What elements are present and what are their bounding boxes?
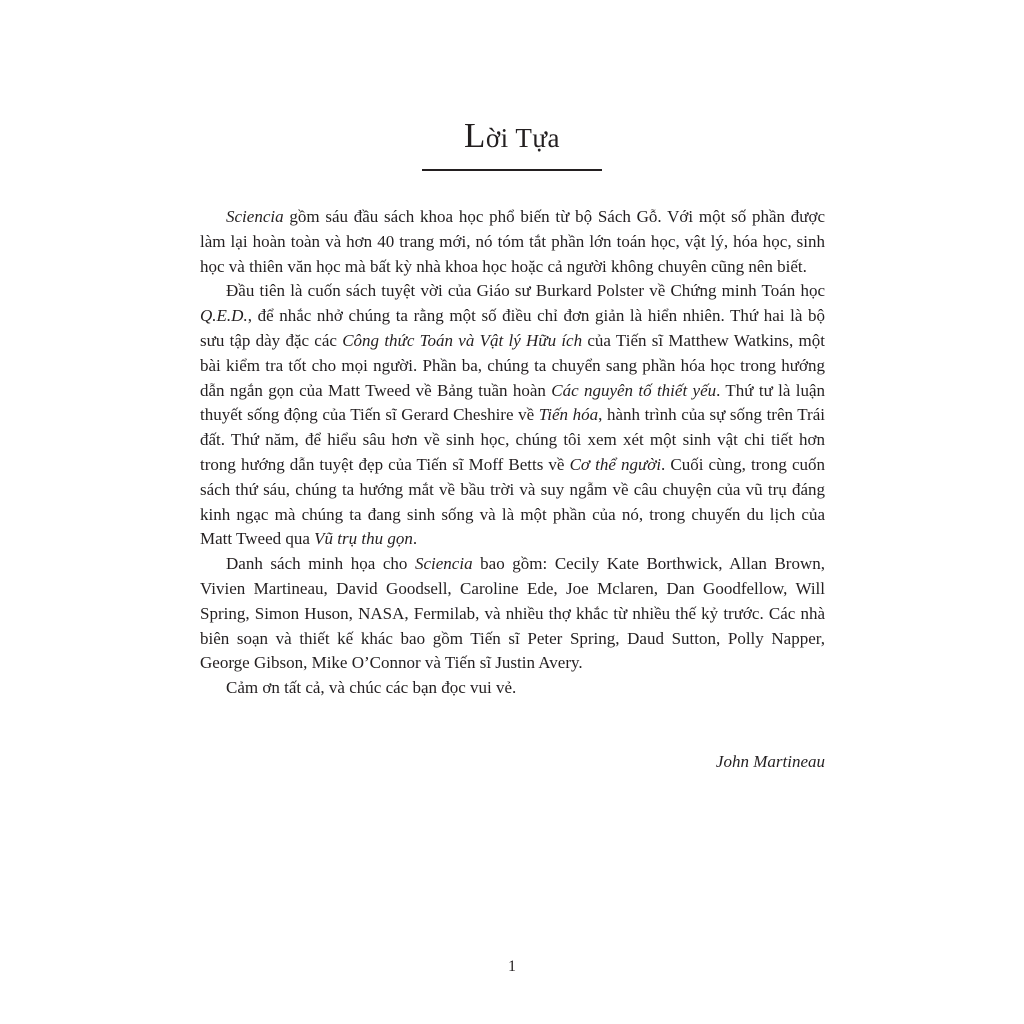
body-text — [200, 205, 825, 701]
page-title — [0, 116, 1024, 158]
italic-title-text: Q.E.D. — [200, 306, 248, 326]
paragraph — [200, 279, 825, 552]
italic-title-text: Tiến hóa — [538, 405, 599, 425]
paragraph — [200, 552, 825, 676]
title-first-letter: L — [463, 116, 486, 155]
paragraph-text: Đầu tiên là cuốn sách tuyệt vời của Giáo sư Burkard Polster về Chứng minh Toán học — [226, 281, 825, 301]
italic-title-text: Vũ trụ thu gọn — [314, 529, 413, 549]
author-signature: John Martineau — [715, 752, 825, 771]
paragraph-text: . — [412, 529, 418, 549]
italic-title-text: Sciencia — [226, 207, 284, 226]
italic-title-text: Công thức Toán và Vật lý Hữu ích — [342, 330, 583, 350]
paragraph-text: , hành trình của sự sống trên Trái đất. Thứ năm, để hiểu sâu hơn về sinh học, chúng tôi xem xét một sinh vật chi tiết hơn trong hướng dẫn tuyệt đẹp của Tiến sĩ Moff Betts về — [200, 405, 825, 474]
italic-title-text: Cơ thể người — [569, 454, 662, 474]
paragraph-text: , để nhắc nhở chúng ta rằng một số điều chỉ đơn giản là hiển nhiên. Thứ hai là bộ sưu tập dày đặc các — [200, 306, 825, 350]
paragraph — [200, 205, 825, 279]
paragraph-text: bao gồm: Cecily Kate Borthwick, Allan Brown, Vivien Martineau, David Goodsell, Caroline Ede, Joe Mclaren, Dan Goodfellow, Will Spring, Simon Huson, NASA, Fermilab, và nhiều thợ khắc từ nhiều thế kỷ trước. Các nhà biên soạn và thiết kế khác bao gồm Tiến sĩ Peter Spring, Daud Sutton, Polly Napper, George Gibson, Mike O’Connor và Tiến sĩ Justin Avery. — [200, 554, 825, 673]
italic-title-text: Các nguyên tố thiết yếu — [551, 380, 717, 400]
paragraph-text: của Tiến sĩ Matthew Watkins, một bài kiểm tra tốt cho mọi người. Phần ba, chúng ta chuyển sang phần hóa học trong hướng dẫn ngắn gọn của Matt Tweed về Bảng tuần hoàn — [200, 330, 826, 400]
paragraph-text: Cảm ơn tất cả, và chúc các bạn đọc vui vẻ. — [226, 678, 517, 698]
paragraph-text: . Cuối cùng, trong cuốn sách thứ sáu, chúng ta hướng mắt về bầu trời và suy ngẫm về câu chuyện của vũ trụ đáng kinh ngạc mà chúng ta đang sinh sống và là một phần của nó, trong chuyến du lịch của Matt Tweed qua — [200, 454, 825, 549]
paragraph-text: . Thứ tư là luận thuyết sống động của Tiến sĩ Gerard Cheshire về — [200, 380, 826, 425]
title-end: ựa — [532, 123, 561, 153]
paragraph — [200, 676, 825, 701]
italic-title-text: Sciencia — [414, 554, 473, 574]
title-middle: ời T — [485, 123, 533, 153]
paragraph-text: gồm sáu đầu sách khoa học phổ biến từ bộ Sách Gỗ. Với một số phần được làm lại hoàn toàn và hơn 40 trang mới, nó tóm tắt phần lớn toán học, vật lý, hóa học, sinh học và thiên văn học mà bất kỳ nhà khoa học hoặc cả người không chuyên cũng nên biết. — [200, 207, 825, 276]
title-underline — [422, 169, 602, 171]
page-number: 1 — [508, 958, 516, 975]
paragraph-text: Danh sách minh họa cho — [226, 554, 415, 574]
